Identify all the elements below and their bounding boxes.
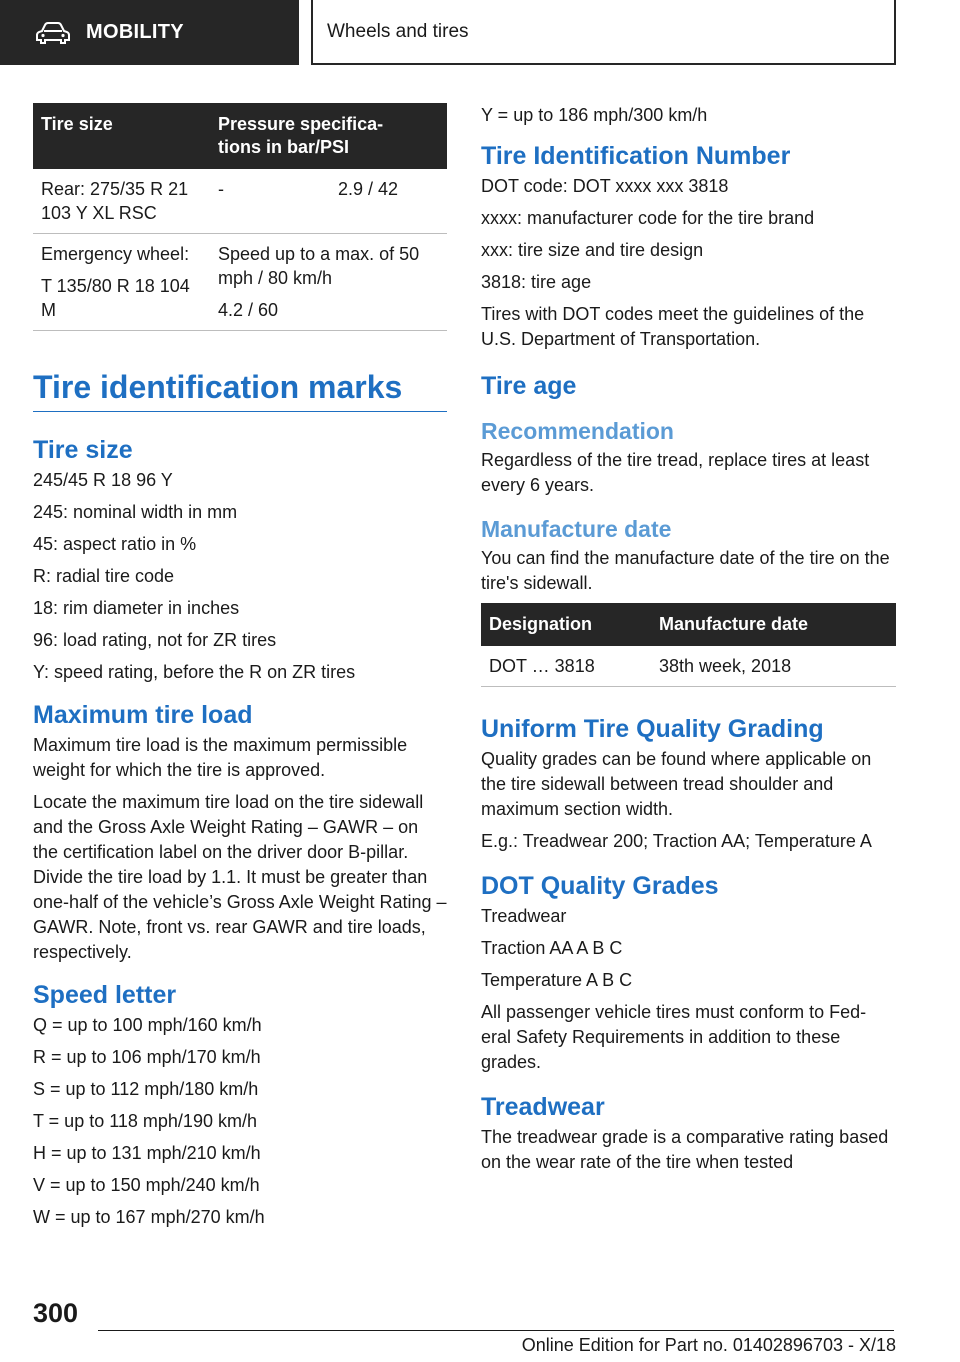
text-line: W = up to 167 mph/270 km/h: [33, 1207, 265, 1227]
paragraph: Maximum tire load is the maximum permissible weight for which the tire is approved.: [33, 735, 408, 780]
text-line: xxxx: manufacturer code for the tire brand: [481, 208, 815, 228]
car-icon: [36, 22, 70, 44]
table-cell: [210, 169, 330, 234]
manufacture-date-table: [481, 603, 896, 687]
subheading-utqg: Uniform Tire Quality Grading: [481, 715, 824, 743]
text-line: 245: nominal width in mm: [33, 502, 238, 522]
paragraph: All passenger vehicle tires must conform to Fed-eral Safety Requirements in addition to these grades.: [481, 1002, 867, 1072]
table-header-row: [33, 103, 447, 169]
text-line: 18: rim diameter in inches: [33, 598, 240, 618]
table-cell: 38th week, 2018: [651, 646, 896, 687]
table-header-cell: Manufacture date: [651, 603, 896, 646]
table-row: [33, 234, 447, 331]
text-line: T = up to 118 mph/190 km/h: [33, 1111, 257, 1131]
cell-text: -: [218, 179, 224, 199]
subheading-dot-grades: DOT Quality Grades: [481, 872, 719, 900]
paragraph: The treadwear grade is a comparative rating based on the wear rate of the tire when tested: [481, 1127, 889, 1172]
table-cell: [330, 169, 447, 234]
table-header-row: [481, 603, 896, 646]
table-row: [481, 646, 896, 687]
header-text: Pressure specifica- tions in bar/PSI: [218, 114, 384, 157]
text-line: Y = up to 186 mph/300 km/h: [481, 105, 708, 125]
header-section-tab: [0, 0, 299, 65]
text-line: DOT code: DOT xxxx xxx 3818: [481, 176, 729, 196]
left-column: [33, 100, 447, 1237]
text-line: xxx: tire size and tire design: [481, 240, 704, 260]
text-line: S = up to 112 mph/180 km/h: [33, 1079, 259, 1099]
text-line: 3818: tire age: [481, 272, 592, 292]
cell-text: T 135/80 R 18 104 M: [41, 276, 190, 320]
text-line: V = up to 150 mph/240 km/h: [33, 1175, 260, 1195]
table-header-cell: Designation: [481, 603, 651, 646]
cell-text: 2.9 / 42: [338, 179, 399, 199]
text-line: Q = up to 100 mph/160 km/h: [33, 1015, 262, 1035]
cell-text: Emergency wheel:: [41, 244, 190, 264]
table-cell: DOT … 3818: [481, 646, 651, 687]
text-line: 96: load rating, not for ZR tires: [33, 630, 277, 650]
paragraph: You can find the manufacture date of the tire on the tire's sidewall.: [481, 548, 890, 593]
table-header-cell: Tire size: [33, 103, 210, 169]
text-line: R = up to 106 mph/170 km/h: [33, 1047, 261, 1067]
right-column: [481, 103, 896, 1182]
paragraph: Quality grades can be found where applicable on the tire sidewall between tread shoulder and maximum section width.: [481, 749, 872, 819]
chapter-title: Wheels and tires: [327, 20, 469, 42]
text-line: H = up to 131 mph/210 km/h: [33, 1143, 261, 1163]
text-line: Traction AA A B C: [481, 938, 623, 958]
cell-text: 4.2 / 60: [218, 300, 279, 320]
subheading-max-load: Maximum tire load: [33, 701, 253, 729]
footer-divider: [98, 1330, 894, 1331]
page-number: 300: [33, 1298, 79, 1328]
text-line: R: radial tire code: [33, 566, 175, 586]
text-line: Y: speed rating, before the R on ZR tires: [33, 662, 356, 682]
paragraph: E.g.: Treadwear 200; Traction AA; Temperature A: [481, 831, 872, 851]
subsubheading-recommendation: Recommendation: [481, 418, 674, 444]
section-title: MOBILITY: [86, 21, 184, 43]
table-header-cell: [210, 103, 447, 169]
paragraph: Locate the maximum tire load on the tire sidewall and the Gross Axle Weight Rating – GAWR – on the certification label on the driver door B-pillar. Divide the tire load by 1.1. It must be greater than one-half of the vehicle’s Gross Axle Weight Rating – GAWR. Note, front vs. rear GAWR and tire loads, respectively.: [33, 792, 447, 962]
section-heading: Tire identification marks: [33, 367, 447, 412]
text-line: Temperature A B C: [481, 970, 633, 990]
paragraph: Regardless of the tire tread, replace tires at least every 6 years.: [481, 450, 870, 495]
paragraph: Tires with DOT codes meet the guidelines of the U.S. Department of Transportation.: [481, 304, 865, 349]
cell-text: Speed up to a max. of 50 mph / 80 km/h: [218, 244, 420, 288]
edition-text: Online Edition for Part no. 01402896703 - X/18: [521, 1335, 896, 1355]
tire-pressure-table: [33, 103, 447, 331]
text-line: 45: aspect ratio in %: [33, 534, 197, 554]
text-line: Treadwear: [481, 906, 567, 926]
subheading-treadwear: Treadwear: [481, 1093, 605, 1121]
table-cell: [33, 169, 210, 234]
subheading-tire-age: Tire age: [481, 372, 577, 400]
text-line: 245/45 R 18 96 Y: [33, 470, 173, 490]
subheading-tin: Tire Identification Number: [481, 142, 791, 170]
header-chapter-tab: [311, 0, 896, 65]
subheading-tire-size: Tire size: [33, 436, 133, 464]
subsubheading-manufacture-date: Manufacture date: [481, 516, 672, 542]
subheading-speed-letter: Speed letter: [33, 981, 177, 1009]
table-row: [33, 169, 447, 234]
table-cell: [33, 234, 210, 331]
cell-text: Rear: 275/35 R 21 103 Y XL RSC: [41, 179, 189, 223]
table-cell: [210, 234, 447, 331]
